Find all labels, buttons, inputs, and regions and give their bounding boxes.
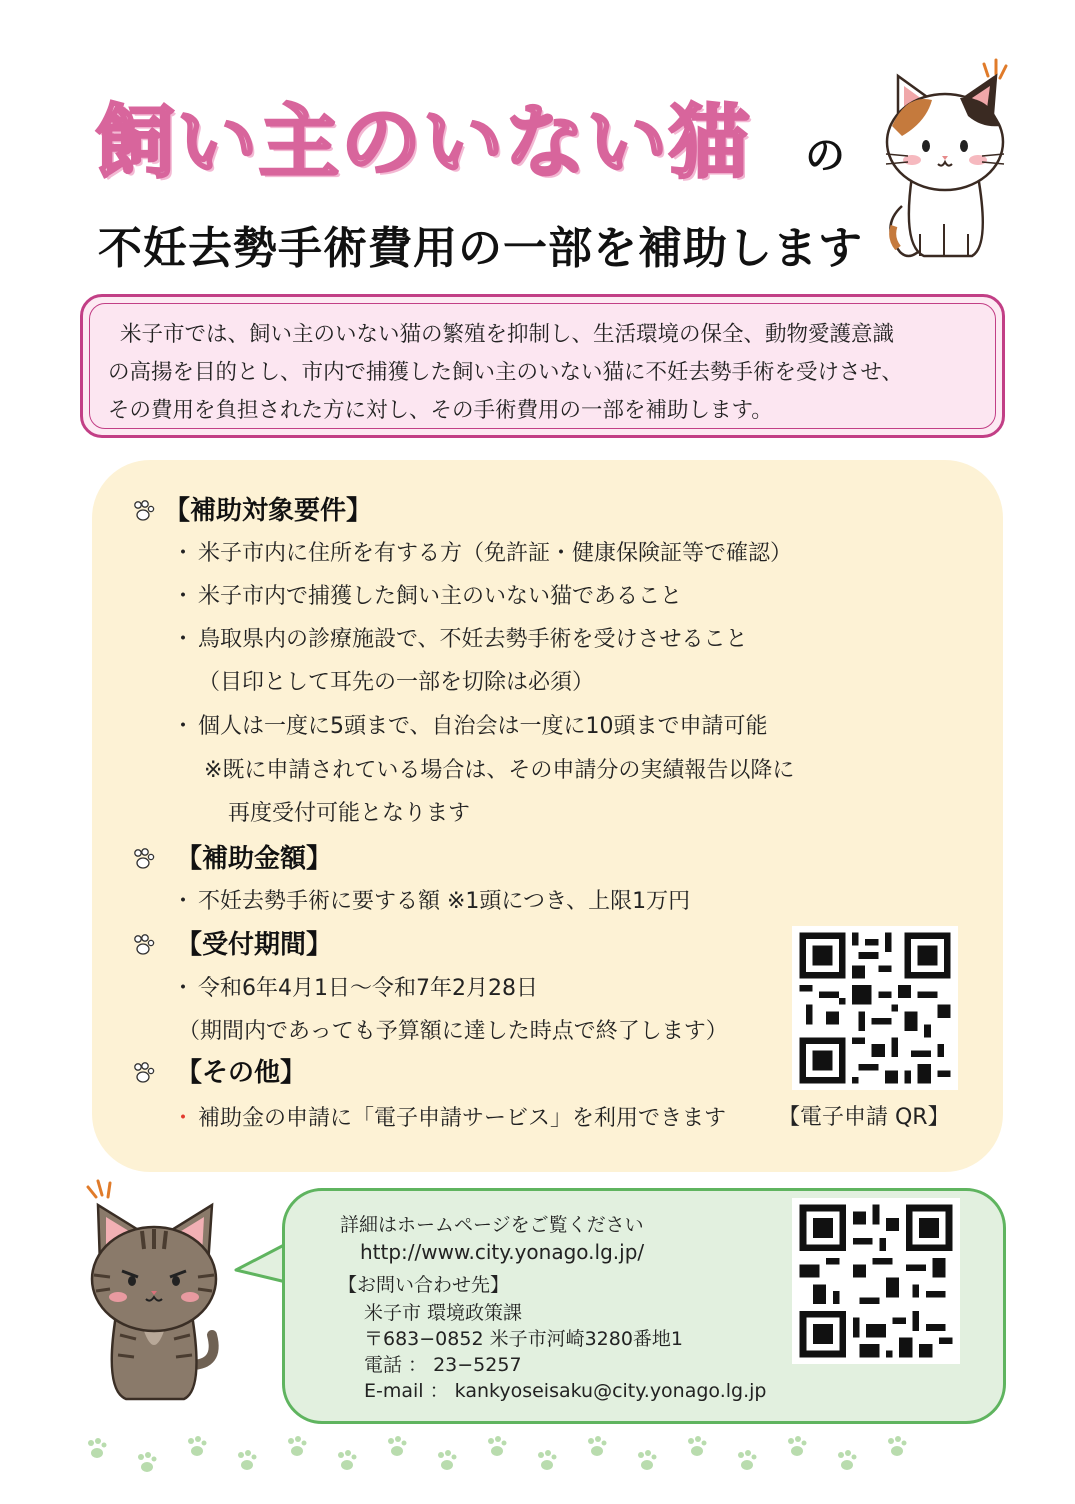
intro-box — [80, 294, 1005, 438]
list-item: ・ 米子市内で捕獲した飼い主のいない猫であること — [172, 584, 683, 609]
requirement-note: （目印として耳先の一部を切除は必須） — [198, 670, 595, 695]
amount-heading: 【補助金額】 — [176, 844, 333, 874]
qr-code-homepage[interactable] — [792, 1198, 960, 1364]
inquiry-heading: 【お問い合わせ先】 — [338, 1274, 510, 1296]
amount-text: 不妊去勢手術に要する額 ※1頭につき、上限1万円 — [198, 889, 691, 914]
qr-label: 【電子申請 QR】 — [778, 1105, 950, 1130]
intro-line: 米子市では、飼い主のいない猫の繁殖を抑制し、生活環境の保全、動物愛護意識 — [120, 322, 895, 347]
requirement-text: 個人は一度に5頭まで、自治会は一度に10頭まで申請可能 — [198, 714, 768, 739]
intro-line: その費用を負担された方に対し、その手術費用の一部を補助します。 — [108, 398, 773, 423]
period-note: （期間内であっても予算額に達した時点で終了します） — [178, 1019, 728, 1044]
page-subtitle: 不妊去勢手術費用の一部を補助します — [98, 223, 863, 274]
intro-text — [89, 303, 996, 429]
intro-line: の高揚を目的とし、市内で捕獲した飼い主のいない猫に不妊去勢手術を受けさせ、 — [108, 360, 903, 385]
requirements-heading: 【補助対象要件】 — [164, 496, 373, 526]
tabby-cat-illustration — [80, 1175, 230, 1410]
homepage-note: 詳細はホームページをご覧ください — [340, 1214, 644, 1236]
paw-icon — [130, 498, 156, 524]
paw-icon — [130, 932, 156, 958]
list-item: ・ 不妊去勢手術に要する額 ※1頭につき、上限1万円 — [172, 889, 691, 914]
requirement-text: 鳥取県内の診療施設で、不妊去勢手術を受けさせること — [198, 627, 748, 652]
other-text: 補助金の申請に「電子申請サービス」を利用できます — [198, 1106, 727, 1131]
paw-icon — [130, 846, 156, 872]
list-item: ・ 鳥取県内の診療施設で、不妊去勢手術を受けさせること — [172, 627, 748, 652]
title-particle: の — [805, 133, 845, 179]
requirement-text: 米子市内に住所を有する方（免許証・健康保険証等で確認） — [198, 541, 793, 566]
homepage-link[interactable]: http://www.city.yonago.lg.jp/ — [360, 1240, 645, 1264]
paw-icon — [130, 1060, 156, 1086]
limit-note: 再度受付可能となります — [228, 801, 471, 826]
email-address[interactable]: E-mail ： kankyoseisaku@city.yonago.lg.jp — [364, 1380, 767, 1402]
limit-note: ※既に申請されている場合は、その申請分の実績報告以降に — [204, 758, 795, 783]
list-item: ・ 令和6年4月1日～令和7年2月28日 — [172, 976, 538, 1001]
qr-code-e-application[interactable] — [792, 926, 958, 1090]
department-name: 米子市 環境政策課 — [364, 1302, 523, 1324]
period-text: 令和6年4月1日～令和7年2月28日 — [198, 976, 538, 1001]
list-item: ・ 個人は一度に5頭まで、自治会は一度に10頭まで申請可能 — [172, 714, 768, 739]
calico-cat-illustration — [872, 56, 1018, 268]
phone-number: 電話 ： 23−5257 — [364, 1354, 522, 1376]
paw-prints-border — [80, 1432, 940, 1472]
requirement-text: 米子市内で捕獲した飼い主のいない猫であること — [198, 584, 683, 609]
period-heading: 【受付期間】 — [176, 930, 333, 960]
other-heading: 【その他】 — [176, 1058, 307, 1088]
postal-address: 〒683−0852 米子市河崎3280番地1 — [364, 1328, 684, 1350]
list-item: ・ 補助金の申請に「電子申請サービス」を利用できます — [172, 1106, 727, 1131]
page-title: 飼い主のいない猫 — [95, 96, 751, 189]
list-item: ・ 米子市内に住所を有する方（免許証・健康保険証等で確認） — [172, 541, 793, 566]
